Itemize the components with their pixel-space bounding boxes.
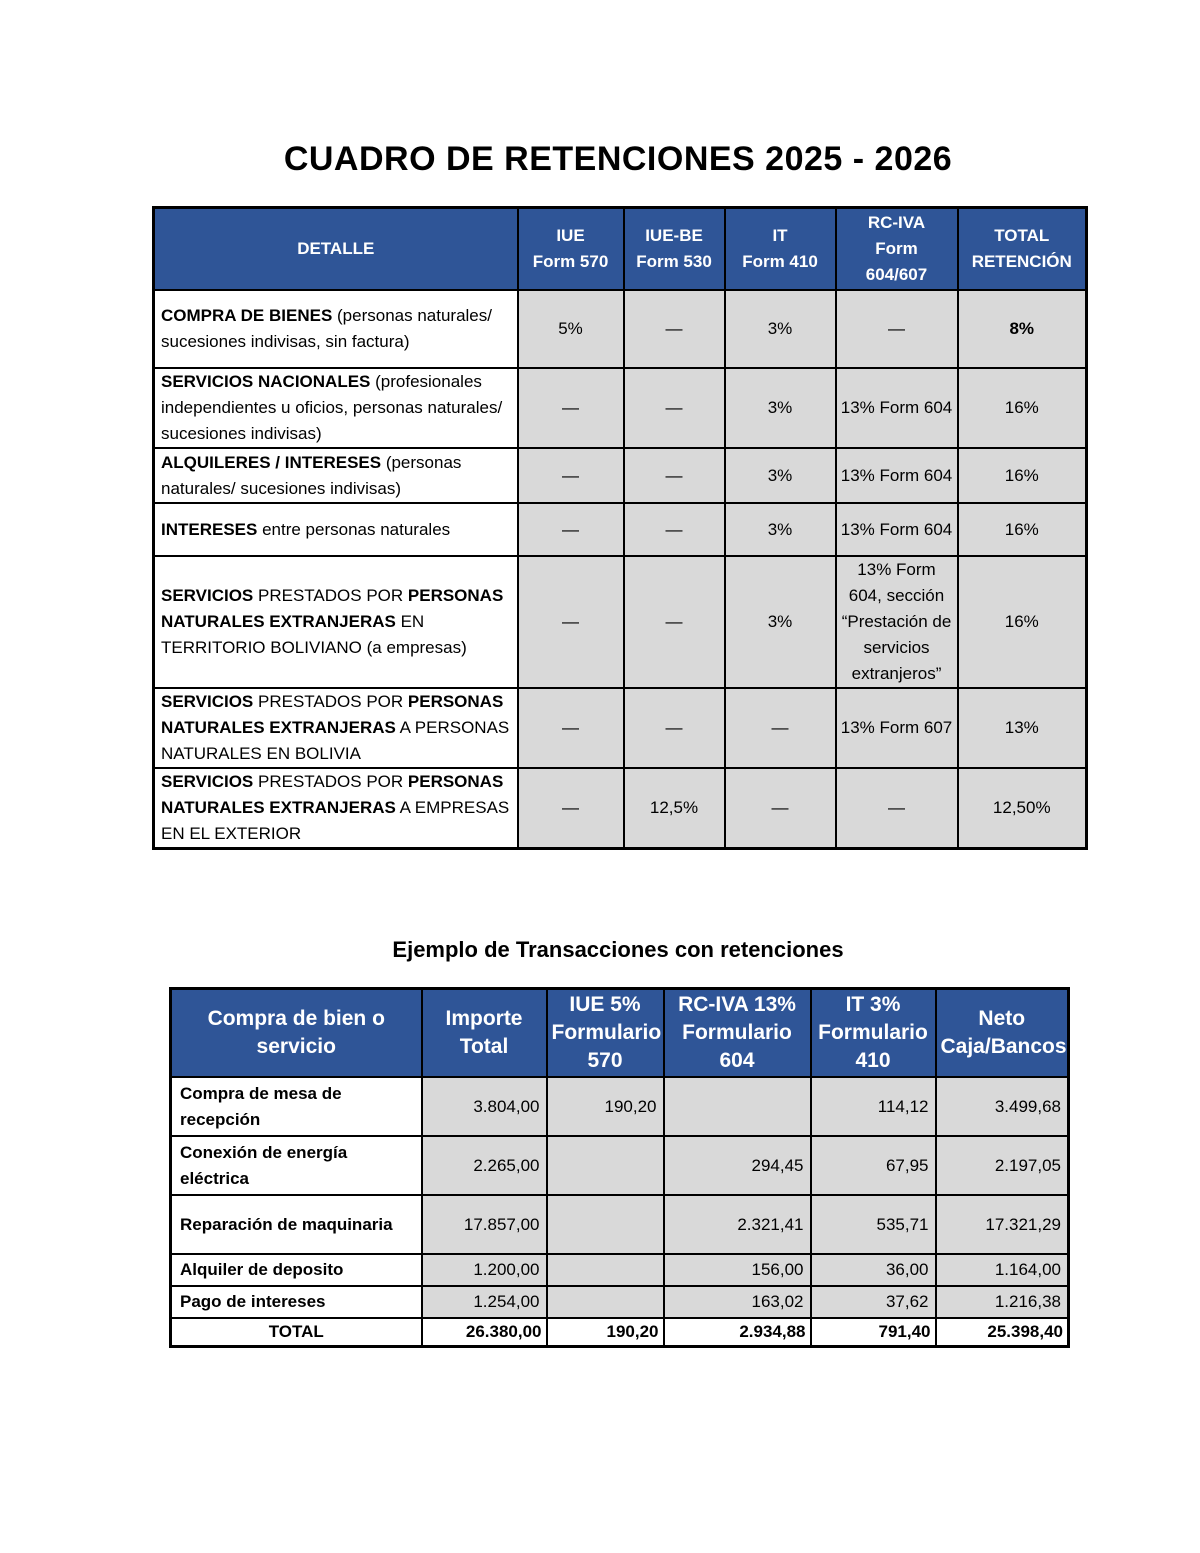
header-text: 570 <box>587 1049 623 1072</box>
value-cell: 3% <box>725 503 836 556</box>
value-cell: 13% <box>958 688 1087 768</box>
detail-cell <box>154 448 518 503</box>
detail-cell <box>154 503 518 556</box>
detail-text: (personas naturales/ sucesiones indivisas, sin factura) <box>161 306 492 351</box>
table-row <box>154 556 1087 688</box>
header-text: 604/607 <box>865 265 928 284</box>
value-cell: 13% Form 604 <box>836 368 958 448</box>
detail-bold: COMPRA DE BIENES <box>161 306 333 325</box>
amount-cell <box>547 1136 664 1195</box>
amount-cell: 1.200,00 <box>422 1254 547 1286</box>
amount-cell: 17.321,29 <box>936 1195 1069 1254</box>
detail-text: A PERSONAS NATURALES EN BOLIVIA <box>161 718 510 763</box>
detail-bold: SERVICIOS NACIONALES <box>161 372 371 391</box>
detail-text: (personas naturales/ sucesiones indivisas) <box>161 452 462 498</box>
table-row <box>154 503 1087 556</box>
value-cell: 13% Form 607 <box>836 688 958 768</box>
header-text: IUE <box>556 226 585 245</box>
amount-cell: 2.197,05 <box>936 1136 1069 1195</box>
value-cell: — <box>725 768 836 849</box>
total-amount: 26.380,00 <box>422 1318 547 1347</box>
value-cell: 16% <box>958 503 1087 556</box>
amount-cell <box>547 1286 664 1318</box>
item-label: Conexión de energía eléctrica <box>171 1136 422 1195</box>
page-title: CUADRO DE RETENCIONES 2025 - 2026 <box>283 140 953 178</box>
total-amount: 2.934,88 <box>664 1318 811 1347</box>
table-row <box>154 688 1087 768</box>
table-row <box>154 368 1087 448</box>
value-cell: — <box>518 368 624 448</box>
header-text: Formulario <box>818 1021 928 1044</box>
header-text: Compra de bien o <box>207 1007 385 1030</box>
amount-cell: 1.164,00 <box>936 1254 1069 1286</box>
value-cell: — <box>624 556 725 688</box>
transacciones-table <box>169 987 1070 1348</box>
header-text: Form <box>875 239 918 258</box>
header-cell <box>547 989 664 1078</box>
detail-text: EN TERRITORIO BOLIVIANO (a empresas) <box>161 612 467 657</box>
value-cell: 3% <box>725 290 836 368</box>
value-cell: — <box>624 448 725 503</box>
amount-cell: 17.857,00 <box>422 1195 547 1254</box>
detail-cell <box>154 556 518 688</box>
header-text: RETENCIÓN <box>971 252 1072 271</box>
header-text: 410 <box>855 1049 891 1072</box>
header-text: Form 410 <box>742 252 818 271</box>
detail-bold: INTERESES <box>161 519 258 539</box>
amount-cell <box>547 1254 664 1286</box>
table-row <box>171 1077 1069 1136</box>
detail-cell <box>154 290 518 368</box>
value-cell: 12,50% <box>958 768 1087 849</box>
value-cell: — <box>518 503 624 556</box>
retenciones-table <box>152 206 1088 850</box>
section-subtitle: Ejemplo de Transacciones con retenciones <box>392 937 844 962</box>
retenciones-header-row <box>154 208 1087 291</box>
amount-cell: 156,00 <box>664 1254 811 1286</box>
amount-cell: 3.499,68 <box>936 1077 1069 1136</box>
value-cell: 16% <box>958 448 1087 503</box>
amount-cell: 294,45 <box>664 1136 811 1195</box>
detail-text: A EMPRESAS EN EL EXTERIOR <box>161 798 510 843</box>
header-text: IUE-BE <box>645 226 703 245</box>
header-cell <box>664 989 811 1078</box>
amount-cell: 3.804,00 <box>422 1077 547 1136</box>
total-row <box>171 1318 1069 1347</box>
header-text: IT <box>772 226 788 245</box>
header-cell <box>958 208 1087 291</box>
header-cell <box>836 208 958 291</box>
value-cell: 16% <box>958 556 1087 688</box>
header-text: Total <box>459 1035 509 1058</box>
amount-cell <box>547 1195 664 1254</box>
table-row <box>154 290 1087 368</box>
detail-bold: SERVICIOS <box>161 772 254 791</box>
header-text: Form 570 <box>532 252 609 271</box>
value-cell: — <box>836 290 958 368</box>
value-cell: — <box>836 768 958 849</box>
value-cell: 3% <box>725 448 836 503</box>
header-text: Formulario <box>682 1021 792 1044</box>
header-cell <box>936 989 1069 1078</box>
detail-bold: PERSONAS NATURALES EXTRANJERAS <box>161 772 504 817</box>
detail-cell <box>154 688 518 768</box>
amount-cell: 2.321,41 <box>664 1195 811 1254</box>
amount-cell: 1.254,00 <box>422 1286 547 1318</box>
detail-text: PRESTADOS POR <box>253 772 408 791</box>
table-row <box>154 448 1087 503</box>
header-text: IT 3% <box>845 993 901 1016</box>
header-text: Neto <box>978 1007 1026 1030</box>
amount-cell <box>664 1077 811 1136</box>
value-cell: — <box>624 688 725 768</box>
value-cell: 8% <box>958 290 1087 368</box>
value-cell: 13% Form 604 <box>836 448 958 503</box>
item-label: Alquiler de deposito <box>171 1254 422 1286</box>
total-amount: 25.398,40 <box>936 1318 1069 1347</box>
detail-cell <box>154 768 518 849</box>
detail-bold: PERSONAS NATURALES EXTRANJERAS <box>161 692 504 737</box>
value-cell: — <box>624 290 725 368</box>
header-cell <box>154 208 518 291</box>
value-cell: 13% Form 604 <box>836 503 958 556</box>
value-cell: 13% Form 604, sección “Prestación de servicios extranjeros” <box>836 556 958 688</box>
detail-bold: ALQUILERES / INTERESES <box>161 452 382 472</box>
amount-cell: 535,71 <box>811 1195 936 1254</box>
value-cell: 12,5% <box>624 768 725 849</box>
detail-text: (profesionales independientes u oficios, personas naturales/ sucesiones indivisas) <box>161 372 503 443</box>
amount-cell: 2.265,00 <box>422 1136 547 1195</box>
total-amount: 190,20 <box>547 1318 664 1347</box>
amount-cell: 190,20 <box>547 1077 664 1136</box>
value-cell: 3% <box>725 368 836 448</box>
item-label: Pago de intereses <box>171 1286 422 1318</box>
amount-cell: 36,00 <box>811 1254 936 1286</box>
item-label: Reparación de maquinaria <box>171 1195 422 1254</box>
header-text: IUE 5% <box>569 993 641 1016</box>
header-cell <box>624 208 725 291</box>
header-text: RC-IVA 13% <box>678 993 796 1016</box>
detail-text: PRESTADOS POR <box>253 692 408 711</box>
value-cell: — <box>518 556 624 688</box>
value-cell: — <box>518 688 624 768</box>
detail-cell <box>154 368 518 448</box>
header-cell <box>811 989 936 1078</box>
transacciones-header-row <box>171 989 1069 1078</box>
detail-bold: PERSONAS NATURALES EXTRANJERAS <box>161 586 504 631</box>
amount-cell: 114,12 <box>811 1077 936 1136</box>
header-text: 604 <box>719 1049 755 1072</box>
header-cell <box>725 208 836 291</box>
header-text: RC-IVA <box>867 213 926 232</box>
value-cell: — <box>624 503 725 556</box>
total-amount: 791,40 <box>811 1318 936 1347</box>
table-row <box>154 768 1087 849</box>
value-cell: — <box>518 448 624 503</box>
value-cell: 16% <box>958 368 1087 448</box>
detail-bold: SERVICIOS <box>161 586 254 605</box>
header-text: DETALLE <box>297 239 375 258</box>
header-text: Formulario <box>551 1021 662 1044</box>
amount-cell: 163,02 <box>664 1286 811 1318</box>
value-cell: — <box>518 768 624 849</box>
item-label: Compra de mesa de recepción <box>171 1077 422 1136</box>
table-row <box>171 1195 1069 1254</box>
amount-cell: 37,62 <box>811 1286 936 1318</box>
header-text: TOTAL <box>994 226 1050 245</box>
amount-cell: 67,95 <box>811 1136 936 1195</box>
header-text: servicio <box>256 1035 336 1058</box>
value-cell: 3% <box>725 556 836 688</box>
detail-bold: SERVICIOS <box>161 692 254 711</box>
header-cell <box>422 989 547 1078</box>
table-row <box>171 1286 1069 1318</box>
header-cell <box>171 989 422 1078</box>
header-text: Importe <box>445 1007 523 1030</box>
value-cell: — <box>725 688 836 768</box>
detail-text: entre personas naturales <box>257 519 451 539</box>
value-cell: 5% <box>518 290 624 368</box>
amount-cell: 1.216,38 <box>936 1286 1069 1318</box>
table-row <box>171 1254 1069 1286</box>
detail-text: PRESTADOS POR <box>253 586 408 605</box>
header-cell <box>518 208 624 291</box>
header-text: Form 530 <box>636 252 712 271</box>
table-row <box>171 1136 1069 1195</box>
total-label: TOTAL <box>171 1318 422 1347</box>
value-cell: — <box>624 368 725 448</box>
header-text: Caja/Bancos <box>940 1035 1067 1058</box>
